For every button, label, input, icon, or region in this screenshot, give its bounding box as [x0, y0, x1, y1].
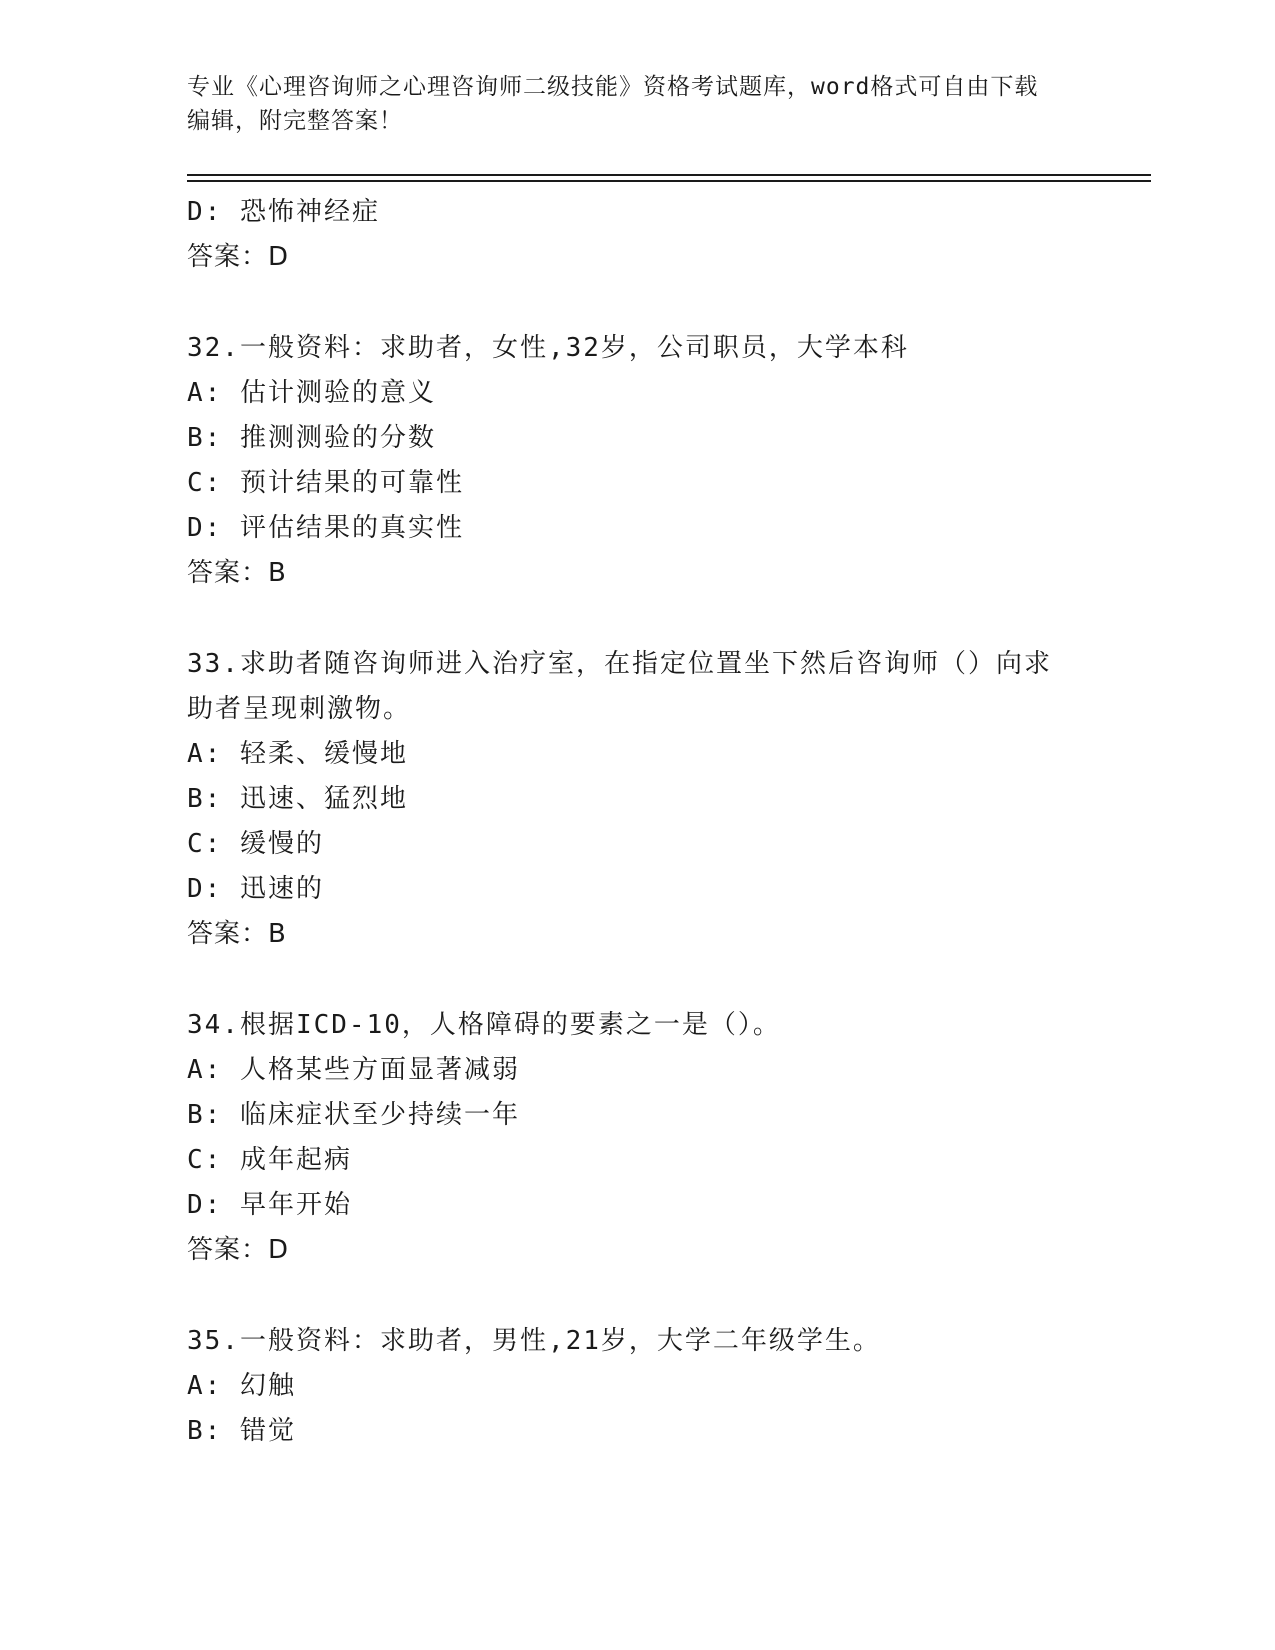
- stem-line: 34.根据ICD-10，人格障碍的要素之一是（）。: [187, 1010, 781, 1040]
- option-a: A: 轻柔、缓慢地: [187, 739, 408, 769]
- carryover-question: [187, 190, 1087, 280]
- option-a: A: 估计测验的意义: [187, 378, 436, 408]
- answer-line: 答案：B: [187, 558, 287, 588]
- option-a: A: 幻触: [187, 1371, 296, 1401]
- stem-line: 33.求助者随咨询师进入治疗室，在指定位置坐下然后咨询师（）向求: [187, 649, 1052, 679]
- question-stem: [187, 326, 1087, 371]
- header-divider-bottom: [187, 180, 1151, 182]
- option-a: A: 人格某些方面显著减弱: [187, 1055, 520, 1085]
- stem-line: 助者呈现刺激物。: [187, 694, 412, 724]
- question-stem: [187, 642, 1087, 732]
- option-b: B: 迅速、猛烈地: [187, 784, 408, 814]
- question-stem: [187, 1003, 1087, 1048]
- question-list: [187, 190, 1087, 1454]
- answer-line: 答案：B: [187, 919, 287, 949]
- header-line-2: 编辑，附完整答案！: [187, 108, 403, 134]
- question-35: [187, 1319, 1087, 1454]
- question-stem: [187, 1319, 1087, 1364]
- option-b: B: 错觉: [187, 1416, 296, 1446]
- option-d: D: 评估结果的真实性: [187, 513, 464, 543]
- question-32: [187, 326, 1087, 596]
- document-header: [187, 70, 1087, 138]
- stem-line: 35.一般资料：求助者，男性,21岁，大学二年级学生。: [187, 1326, 881, 1356]
- stem-line: 32.一般资料：求助者，女性,32岁，公司职员，大学本科: [187, 333, 909, 363]
- question-33: [187, 642, 1087, 957]
- option-b: B: 推测测验的分数: [187, 423, 436, 453]
- option-c: C: 预计结果的可靠性: [187, 468, 464, 498]
- answer-line: 答案：D: [187, 1235, 290, 1265]
- question-34: [187, 1003, 1087, 1273]
- option-b: B: 临床症状至少持续一年: [187, 1100, 520, 1130]
- header-divider-top: [187, 174, 1151, 176]
- option-d: D: 早年开始: [187, 1190, 352, 1220]
- option-d: D: 恐怖神经症: [187, 197, 380, 227]
- answer-line: 答案：D: [187, 242, 290, 272]
- option-c: C: 缓慢的: [187, 829, 324, 859]
- option-d: D: 迅速的: [187, 874, 324, 904]
- header-line-1: 专业《心理咨询师之心理咨询师二级技能》资格考试题库，word格式可自由下载: [187, 74, 1039, 100]
- option-c: C: 成年起病: [187, 1145, 352, 1175]
